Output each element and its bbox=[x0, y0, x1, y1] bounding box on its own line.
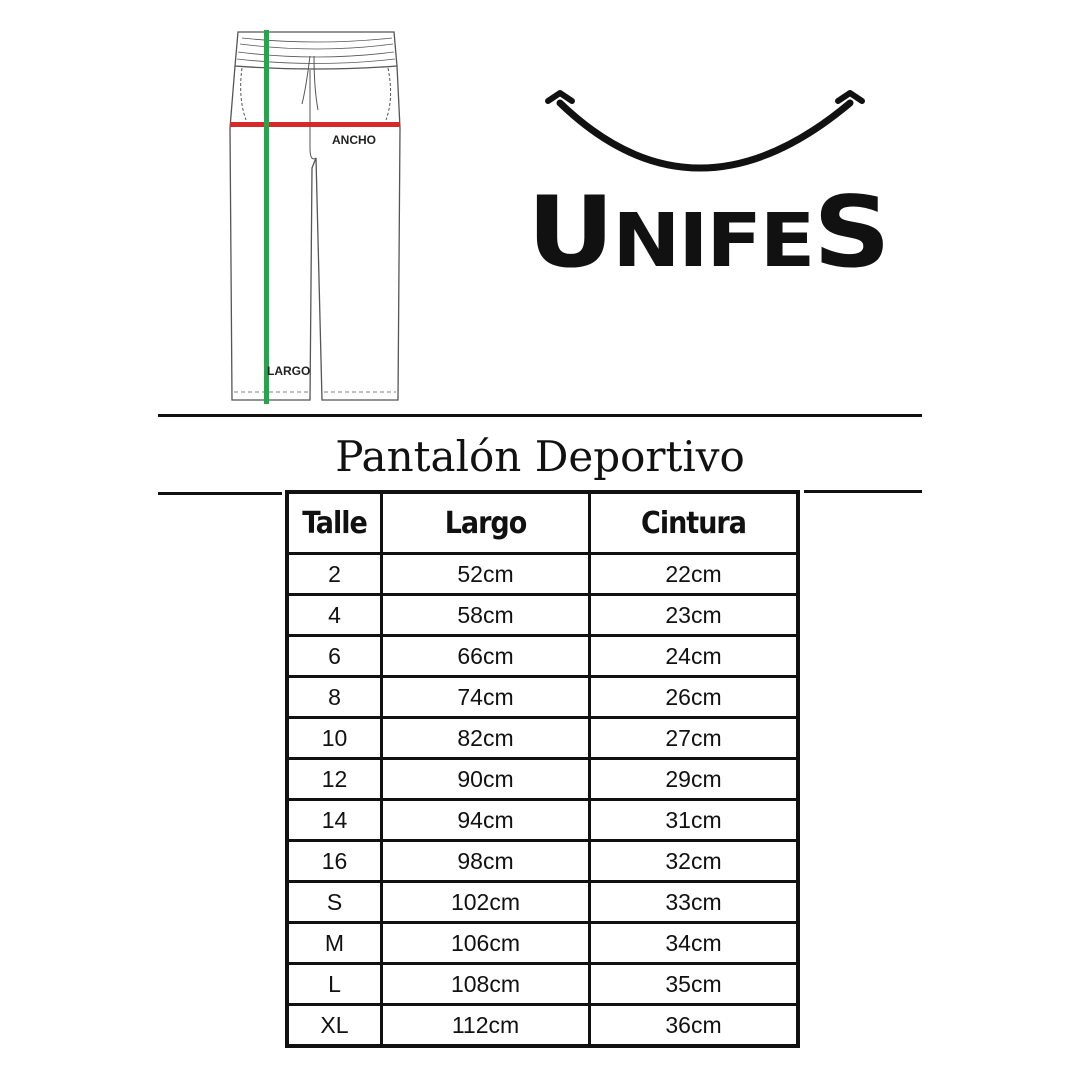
header-talle: Talle bbox=[287, 492, 382, 554]
divider-bottom-left bbox=[158, 492, 282, 495]
header-cintura: Cintura bbox=[590, 492, 799, 554]
cell-largo: 90cm bbox=[382, 759, 590, 800]
divider-top bbox=[158, 414, 922, 417]
cell-largo: 66cm bbox=[382, 636, 590, 677]
cell-largo: 106cm bbox=[382, 923, 590, 964]
divider-bottom-right bbox=[804, 490, 922, 493]
cell-talle: 10 bbox=[287, 718, 382, 759]
cell-cintura: 23cm bbox=[590, 595, 799, 636]
cell-largo: 108cm bbox=[382, 964, 590, 1005]
cell-cintura: 35cm bbox=[590, 964, 799, 1005]
cell-largo: 102cm bbox=[382, 882, 590, 923]
cell-cintura: 26cm bbox=[590, 677, 799, 718]
table-row bbox=[287, 677, 798, 718]
table-row bbox=[287, 882, 798, 923]
cell-largo: 58cm bbox=[382, 595, 590, 636]
table-row bbox=[287, 595, 798, 636]
table-row bbox=[287, 1005, 798, 1047]
length-label: LARGO bbox=[267, 364, 311, 378]
cell-talle: M bbox=[287, 923, 382, 964]
cell-cintura: 34cm bbox=[590, 923, 799, 964]
table-row bbox=[287, 841, 798, 882]
table-row bbox=[287, 554, 798, 595]
page-title: Pantalón Deportivo bbox=[335, 432, 745, 481]
cell-cintura: 33cm bbox=[590, 882, 799, 923]
length-measure-line bbox=[264, 30, 269, 404]
cell-talle: S bbox=[287, 882, 382, 923]
cell-talle: 2 bbox=[287, 554, 382, 595]
header-largo: Largo bbox=[382, 492, 590, 554]
cell-largo: 94cm bbox=[382, 800, 590, 841]
cell-cintura: 32cm bbox=[590, 841, 799, 882]
cell-cintura: 27cm bbox=[590, 718, 799, 759]
cell-talle: 12 bbox=[287, 759, 382, 800]
table-row bbox=[287, 923, 798, 964]
cell-cintura: 24cm bbox=[590, 636, 799, 677]
table-row bbox=[287, 636, 798, 677]
cell-talle: 6 bbox=[287, 636, 382, 677]
cell-talle: 16 bbox=[287, 841, 382, 882]
cell-largo: 52cm bbox=[382, 554, 590, 595]
pants-outline bbox=[230, 66, 400, 400]
table-row bbox=[287, 718, 798, 759]
pants-diagram bbox=[222, 28, 412, 408]
cell-cintura: 31cm bbox=[590, 800, 799, 841]
brand-name: UNIFES bbox=[527, 176, 889, 290]
cell-largo: 74cm bbox=[382, 677, 590, 718]
cell-largo: 112cm bbox=[382, 1005, 590, 1047]
cell-cintura: 29cm bbox=[590, 759, 799, 800]
cell-talle: L bbox=[287, 964, 382, 1005]
cell-talle: XL bbox=[287, 1005, 382, 1047]
size-table bbox=[285, 490, 800, 1048]
width-label: ANCHO bbox=[332, 133, 376, 147]
cell-largo: 82cm bbox=[382, 718, 590, 759]
cell-cintura: 22cm bbox=[590, 554, 799, 595]
table-row bbox=[287, 759, 798, 800]
table-header-row bbox=[287, 492, 798, 554]
cell-largo: 98cm bbox=[382, 841, 590, 882]
cell-talle: 4 bbox=[287, 595, 382, 636]
cell-talle: 8 bbox=[287, 677, 382, 718]
table-row bbox=[287, 800, 798, 841]
cell-cintura: 36cm bbox=[590, 1005, 799, 1047]
cell-talle: 14 bbox=[287, 800, 382, 841]
table-row bbox=[287, 964, 798, 1005]
width-measure-line bbox=[230, 122, 400, 127]
